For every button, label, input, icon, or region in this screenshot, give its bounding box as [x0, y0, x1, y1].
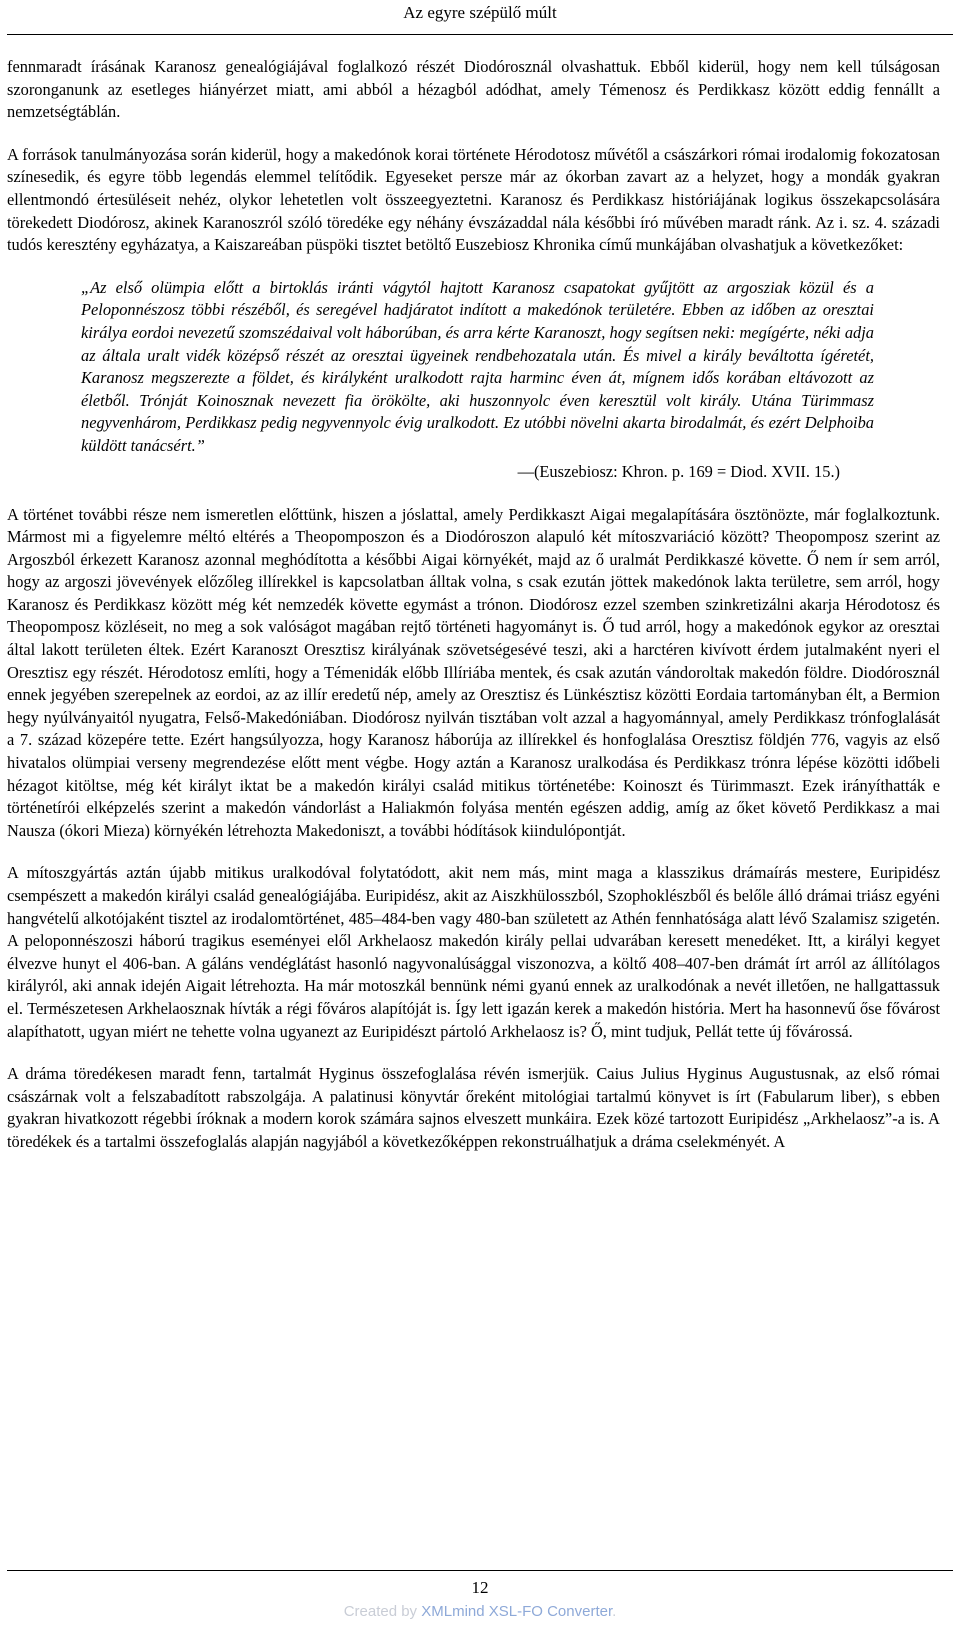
credit-brand-link[interactable]: XMLmind XSL-FO Converter: [421, 1603, 613, 1620]
paragraph-3: A történet további része nem ismeretlen előttünk, hiszen a jóslattal, amely Perdikkaszt Aigai megalapítására ösztönözte, már foglalkoztunk. Mármost mi a figyelemre méltó eltérés a Theopomposzon és a Diodóroszon alapuló két mítoszvariáció között? Theopomposz szerint az Argoszból érkezett Karanosz azonnal meghódította a későbbi Aigai környékét, majd az ő uralmát Perdikkaszé követte. Ő nem ír sem arról, hogy az argoszi jövevények előzőleg illírekkel is kapcsolatban álltak volna, s csak ezután jöttek makedónok lakta területre, sem arról, hogy Karanosz és Perdikkasz között még két nemzedék követte egymást a trónon. Diodórosz ezzel szemben szinkretizálni akarja Hérodotosz és Theopomposz közléseit, no meg a sok valóságot magában rejtő történeti hagyományt is. Ő tud arról, hogy a makedónok egykor az oresztai által lakott területen éltek. Ezért Karanoszt Oresztisz királyának szövetségesévé teszi, aki a harctéren kivívott érdem jutalmaként nyeri el Oresztisz egy részét. Hérodotosz említi, hogy a Témenidák előbb Illíriába mentek, és csak azután vándoroltak makedón földre. Diodórosznál ennek jegyében szerepelnek az eordoi, az az illír eredetű nép, amely az Oresztisz és Lünkésztisz közötti Eordaia tartományban élt, a Bermion hegy nyúlványaitól nyugatra, Felső-Makedóniában. Diodórosz nyilván tisztában volt azzal a hagyománnyal, amely Perdikkasz trónfoglalását a 7. század közepére tette. Ezért hangsúlyozza, hogy Karanosz háborúja az illírekkel és honfoglalása Oresztisz földjén 776, vagyis az első hivatalos olümpiai verseny megrendezése előtt ment végbe. Hogy aztán a Karanosz uralkodása és Perdikkasz trónra lépése közötti időbeli hézagot kitöltse, még két királyt iktat be a makedón királyi család mitikus történetébe: Koinoszt és Türimmaszt. Ezek irányíthatták e történetírói elképzelés szerint a makedón vándorlást a Haliakmón folyása mentén egészen addig, amíg az őket követő Perdikkasz a mai Nausza (ókori Mieza) környékén létrehozta Makedoniszt, a további hódítások kiindulópontját.: [7, 504, 940, 840]
page-body: [7, 56, 940, 1154]
converter-credit: [0, 1603, 960, 1620]
block-quote: „Az első olümpia előtt a birtoklás iránti vágytól hajtott Karanosz csapatokat gyűjtött az argosziak közül és a Peloponnészosz többi részéből, és seregével hadjáratot indított a makedónok területére. Ebben az időben az oresztai királya eordoi nevezetű szomszédaival volt háborúban, és arra kérte Karanoszt, hogy segítsen neki: megígérte, néki adja az általa uralt vidék középső részét az oresztai ügyeinek rendbehozatala után. És mivel a király beváltotta ígéretét, Karanosz megszerezte a földet, és királyként uralkodott rajta harminc éven át, mígnem idős korában eltávozott az életből. Trónját Koinosznak nevezett fia örökölte, aki huszonnyolc éven keresztül volt király. Utána Türimmasz negyvenhárom, Perdikkasz pedig negyvennyolc évig uralkodott. Ez utóbbi növelni akarta birodalmát, és ezért Delphoiba küldött tanácsért.”: [81, 277, 874, 455]
running-header-title: Az egyre szépülő múlt: [403, 3, 557, 22]
paragraph-4: A mítoszgyártás aztán újabb mitikus uralkodóval folytatódott, akit nem más, mint maga a klasszikus drámaírás mestere, Euripidész csempészett a makedón királyi család genealógiájába. Euripidész, akit az Aiszkhülosszból, Szophoklészből és belőle álló drámai triász egyéni hangvételű alkotójaként tisztel az irodalomtörténet, 485–484-ben vagy 480-ban született az Athén fennhatósága alatt lévő Szalamisz szigetén. A peloponnészoszi háború tragikus eseményei elől Arkhelaosz makedón király pellai udvarában keresett menedéket. Itt, a királyi kegyet élvezve hunyt el 406-ban. A gáláns vendéglátást hasonló nagyvonalúsággal viszonozva, a költő 408–407-ben drámát írt arról az állítólagos királyról, aki annak idején Aigait létrehozta. Ha már motoszkál bennünk némi gyanú ennek az uralkodónak a nevét illetően, ne hallgattassuk el. Természetesen Arkhelaosznak hívták a régi főváros alapítóját is. Így lett igazán kerek a makedón história. Mert ha hasonnevű őse fővárost alapíthatott, ugyan miért ne tehette volna ugyanezt az Euripidészt pártoló Arkhelaosz is? Ő, mint tudjuk, Pellát tette új fővárossá.: [7, 863, 940, 1041]
credit-suffix: .: [612, 1603, 617, 1620]
footer-divider: [7, 1570, 953, 1571]
paragraph-1: fennmaradt írásának Karanosz genealógiájával foglalkozó részét Diodórosznál olvashattuk. Ebből kiderül, hogy nem kell túlságosan szoronganunk az esetleges hiányérzet miatt, ami abból a hézagból adódhat, amely Témenosz és Perdikkasz között eddig fennállt a nemzetségtáblán.: [7, 57, 940, 122]
quote-citation: —(Euszebiosz: Khron. p. 169 = Diod. XVII. 15.): [517, 461, 840, 481]
credit-prefix: Created by: [343, 1603, 422, 1620]
paragraph-5: A dráma töredékesen maradt fenn, tartalmát Hyginus összefoglalása révén ismerjük. Caius Julius Hyginus Augustusnak, az első római császárnak volt a felszabadított rabszolgája. A palatinusi könyvtár őreként mitológiai tartalmú könyvet is írt (Fabularum liber), s ebben gyakran hivatkozott régebbi íróknak a modern korok számára sajnos elveszett munkáira. Ezek közé tartozott Euripidész „Arkhelaosz”-a is. A töredékek és a tartalmi összefoglalás alapján nagyjából a következőképpen rekonstruálhatjuk a dráma cselekményét. A: [7, 1064, 940, 1151]
paragraph-2: A források tanulmányozása során kiderül, hogy a makedónok korai története Hérodotosz művétől a császárkori római irodalomig fokozatosan színesedik, és egyre több legendás elemmel telítődik. Egyeseket persze már az ókorban zavart az a helyzet, hogy a mondák gyakran ellentmondó értesüléseit nehéz, olykor lehetetlen volt összeegyeztetni. Karanosz és Perdikkasz históriájának logikus összekapcsolására törekedett Diodórosz, akinek Karanoszról szóló töredéke egy néhány évszázaddal nála későbbi író művében maradt ránk. Az i. sz. 4. századi tudós keresztény egyházatya, a Kaiszareában püspöki tisztet betöltő Euszebiosz Khronika című munkájában olvashatjuk a következőket:: [7, 144, 940, 255]
page-number: 12: [471, 1578, 489, 1597]
running-header: [7, 0, 953, 35]
